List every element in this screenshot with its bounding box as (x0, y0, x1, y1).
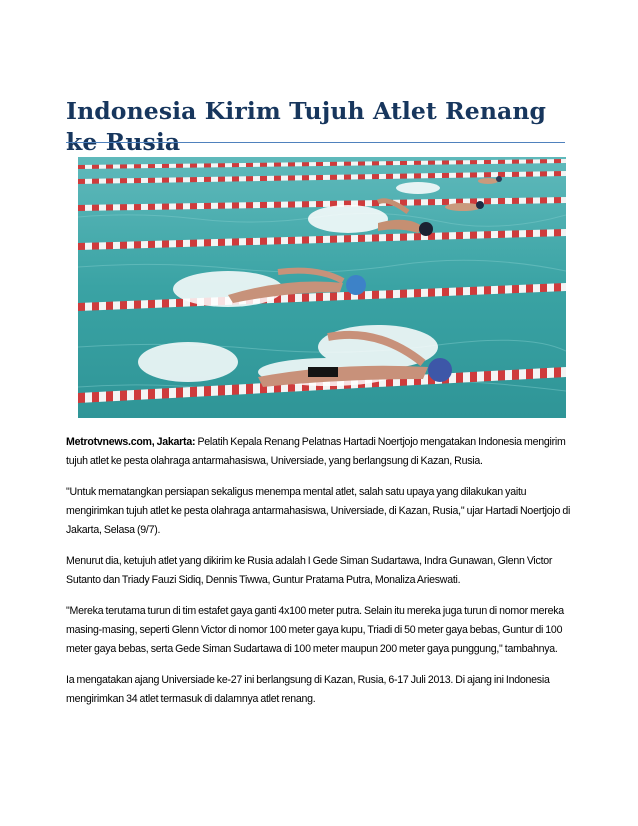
article-title: Indonesia Kirim Tujuh Atlet Renang ke Rusia (66, 96, 547, 156)
body-paragraph-1: "Untuk mematangkan persiapan sekaligus menempa mental atlet, salah satu upaya yang dilakukan yaitu mengirimkan tujuh atlet ke pesta olahraga antarmahasiswa, Universiade, di Kazan, Rusia," ujar Hartadi Noertjojo di Jakarta, Selasa (9/7). (66, 486, 571, 536)
body-paragraph-3: "Mereka terutama turun di tim estafet gaya ganti 4x100 meter putra. Selain itu mereka juga turun di nomor mereka masing-masing, seperti Glenn Victor di nomor 100 meter gaya kupu, Triadi di 50 meter gaya bebas, Guntur di 100 meter gaya bebas, serta Gede Siman Sudartawa di 100 meter maupun 200 meter gaya punggung," tambahnya. (66, 605, 564, 655)
news-source: Metrotvnews.com, Jakarta: (66, 436, 196, 448)
lead-paragraph (66, 433, 571, 471)
title-divider (66, 142, 565, 143)
lead-text: Pelatih Kepala Renang Pelatnas Hartadi Noertjojo mengatakan Indonesia mengirim tujuh atlet ke pesta olahraga antarmahasiswa, Universiade, yang berlangsung di Kazan, Rusia. (66, 436, 566, 467)
body-paragraph-2: Menurut dia, ketujuh atlet yang dikirim ke Rusia adalah I Gede Siman Sudartawa, Indra Gunawan, Glenn Victor Sutanto dan Triady Fauzi Sidiq, Dennis Tiwwa, Guntur Pratama Putra, Monaliza Arieswati. (66, 555, 553, 586)
swimmers-photo (78, 157, 566, 418)
article-body (66, 433, 571, 721)
body-paragraph-4: Ia mengatakan ajang Universiade ke-27 ini berlangsung di Kazan, Rusia, 6-17 Juli 2013. Di ajang ini Indonesia mengirimkan 34 atlet termasuk di dalamnya atlet renang. (66, 674, 550, 705)
